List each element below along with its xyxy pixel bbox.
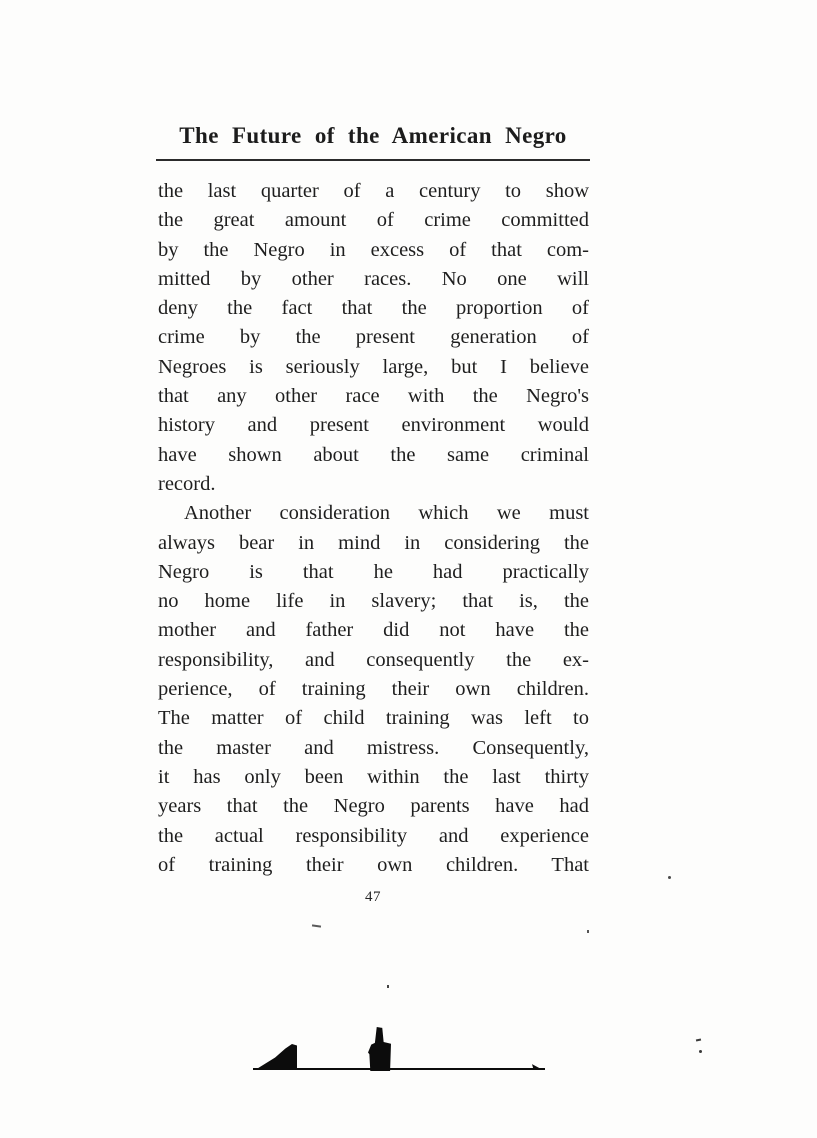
text-line: have shown about the same criminal: [158, 443, 589, 466]
text-line: deny the fact that the proportion of: [158, 297, 589, 320]
page-number: 47: [365, 889, 381, 905]
paragraph: [158, 177, 589, 499]
text-line: of training their own children. That: [158, 853, 589, 876]
text-line: the great amount of crime committed: [158, 209, 589, 232]
text-line: the actual responsibility and experience: [158, 824, 589, 847]
text-line: the master and mistress. Consequently,: [158, 736, 589, 759]
text-line: Negro is that he had practically: [158, 560, 589, 583]
scan-artifact-dot: [587, 930, 589, 933]
text-line: Another consideration which we must: [184, 502, 589, 525]
body-text: [158, 177, 589, 880]
scan-artifact-dot: [387, 985, 389, 988]
text-line: responsibility, and consequently the ex-: [158, 648, 589, 671]
text-line: perience, of training their own children.: [158, 678, 589, 701]
text-line: history and present environment would: [158, 414, 589, 437]
text-line: mother and father did not have the: [158, 619, 589, 642]
text-line: crime by the present generation of: [158, 326, 589, 349]
scan-artifact-ink-blob-left: [255, 1044, 297, 1070]
text-line: record.: [158, 472, 216, 495]
page-header-title: The Future of the American Negro: [179, 123, 567, 148]
scan-artifact-tick: [699, 1050, 702, 1053]
scan-artifact-tick: [696, 1039, 701, 1042]
scan-artifact-dot: [668, 876, 671, 879]
scan-artifact-dash: [312, 924, 321, 927]
scan-artifact-ink-blob-tall: [368, 1027, 391, 1071]
scan-artifact-baseline-streak: [253, 1068, 545, 1070]
paragraph: [158, 499, 589, 880]
text-line: years that the Negro parents have had: [158, 795, 589, 818]
text-line: always bear in mind in considering the: [158, 531, 589, 554]
text-line: the last quarter of a century to show: [158, 180, 589, 202]
text-line: it has only been within the last thirty: [158, 765, 589, 788]
header-divider-rule: [156, 159, 590, 161]
text-line: The matter of child training was left to: [158, 707, 589, 730]
text-line: Negroes is seriously large, but I believe: [158, 355, 589, 378]
text-line: that any other race with the Negro's: [158, 385, 589, 408]
text-line: no home life in slavery; that is, the: [158, 590, 589, 613]
text-line: mitted by other races. No one will: [158, 267, 589, 290]
text-line: by the Negro in excess of that com-: [158, 238, 589, 261]
